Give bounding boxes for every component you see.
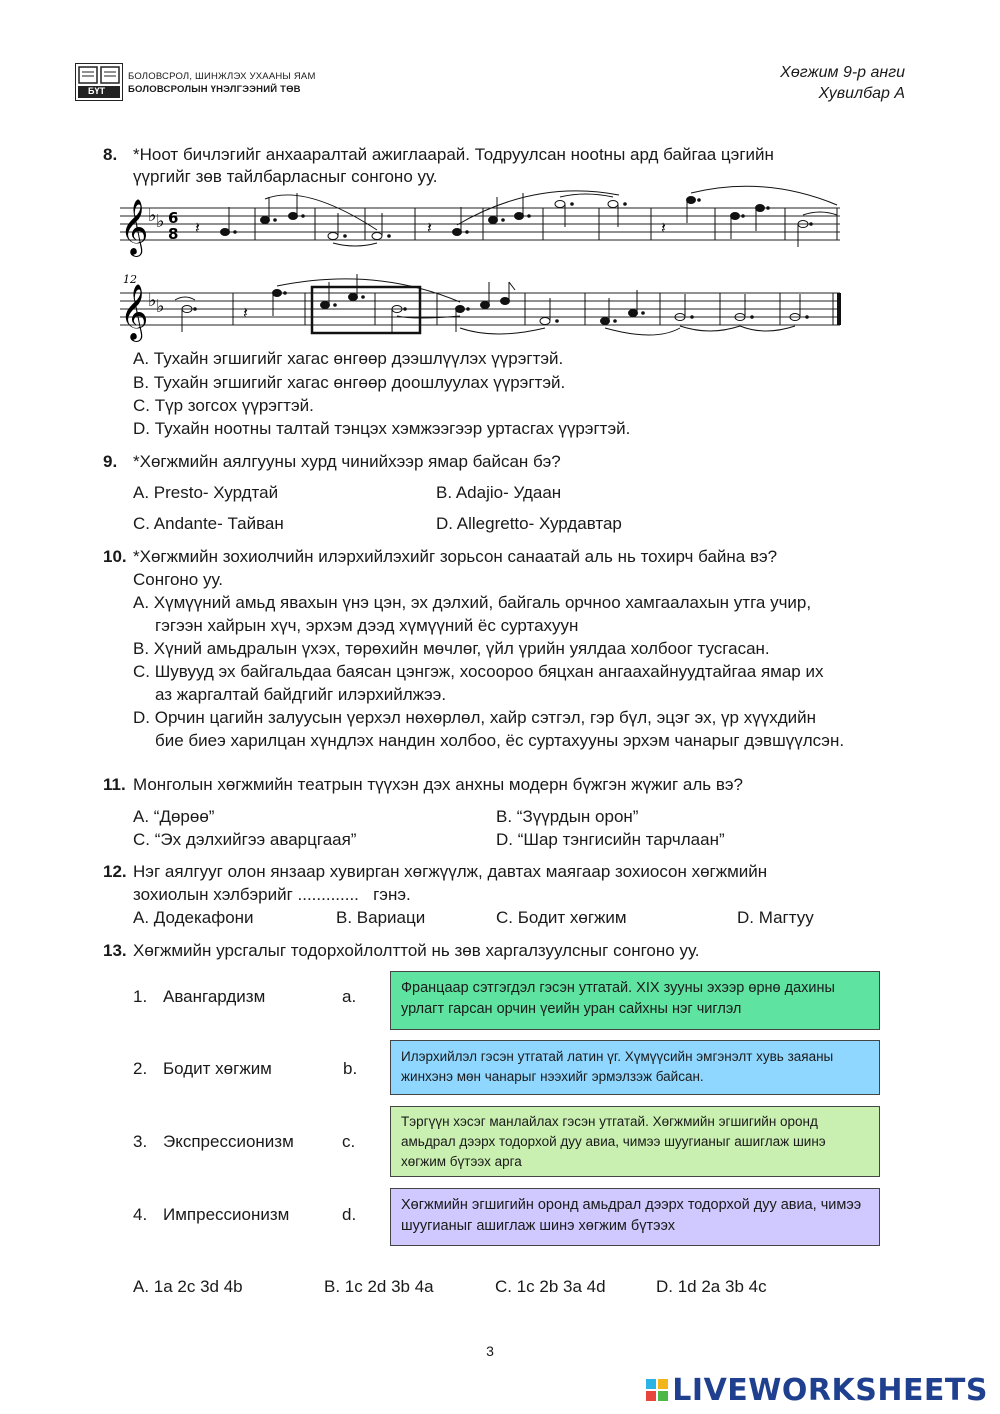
q10-text-line2: Сонгоно уу. <box>133 570 223 589</box>
q10-option-c[interactable]: C. Шувууд эх байгальдаа баясан цэнгэж, хосоороо бяцхан ангаахайнуудтайгаа ямар их <box>133 662 824 681</box>
q9-option-b[interactable]: B. Adajio- Удаан <box>436 483 562 502</box>
q12-option-d[interactable]: D. Магтуу <box>737 908 814 927</box>
q13-item-3-label: Экспрессионизм <box>163 1132 294 1151</box>
q13-option-b[interactable]: B. 1c 2d 3b 4a <box>324 1277 434 1296</box>
q8-text-line2: үүргийг зөв тайлбарласныг сонгоно уу. <box>133 167 438 186</box>
flat-icon: ♭ <box>148 205 157 226</box>
q10-option-b[interactable]: B. Хүний амьдралын үхэх, төрөхийн мөчлөг, үйл үрийн уялдаа холбоог тусгасан. <box>133 639 770 658</box>
q13-definition-c-text: Тэргүүн хэсэг манлайлах гэсэн утгатай. Хөгжмийн эгшигийн оронд амьдрал дээрх тодорхой дуу авиа, чимээ шуугианыг ашиглаж шинэ хөгжим бүтээх арга <box>401 1114 826 1169</box>
org-name-line2: БОЛОВСРОЛЫН ҮНЭЛГЭЭНИЙ ТӨВ <box>128 84 301 95</box>
q10-option-d[interactable]: D. Орчин цагийн залуусын үерхэл нөхөрлөл, хайр сэтгэл, гэр бүл, эцэг эх, үр хүүхдийн <box>133 708 817 727</box>
q11-option-a[interactable]: A. “Дөрөө” <box>133 807 215 826</box>
q13-item-1-letter: a. <box>342 987 357 1006</box>
liveworksheets-logo-icon <box>646 1379 668 1401</box>
q12-option-b[interactable]: B. Вариаци <box>336 908 426 927</box>
treble-clef-icon: 𝄞 <box>120 199 149 255</box>
q13-item-3-num: 3. <box>133 1132 148 1151</box>
q10-option-a-cont: гэгээн хайрын хүч, эрхэм дээд хүмүүний ёс суртахуун <box>155 616 579 635</box>
liveworksheets-brand-text: LIVEWORKSHEETS <box>672 1373 988 1408</box>
q13-definition-a <box>390 971 880 1030</box>
q12-text-line1: Нэг аялгууг олон янзаар хувирган хөгжүүлж, давтах маягаар зохиосон хөгжмийн <box>133 862 768 881</box>
q13-item-2-num: 2. <box>133 1059 148 1078</box>
q10-number: 10. <box>103 547 127 566</box>
q11-text: Монголын хөгжмийн театрын түүхэн дэх анхны модерн бүжгэн жүжиг аль вэ? <box>133 775 744 794</box>
svg-text:𝄽: 𝄽 <box>195 220 200 237</box>
q11-number: 11. <box>103 775 126 794</box>
q13-definition-d-text: Хөгжмийн эгшигийн оронд амьдрал дээрх тодорхой дуу авиа, чимээ шуугианыг ашиглаж шинэ хөгжим бүтээх <box>401 1197 862 1234</box>
q13-item-4-label: Импрессионизм <box>163 1205 290 1224</box>
q13-definition-b-text: Илэрхийлэл гэсэн утгатай латин үг. Хүмүүсийн эмгэнэлт хувь заяаны жинхэнэ мөн чанарыг нээхийг эрмэлзэж байсан. <box>401 1049 834 1084</box>
measure-number: 12 <box>123 273 137 286</box>
flat-icon: ♭ <box>148 290 157 311</box>
q8-text-line1: *Ноот бичлэгийг анхааралтай ажиглаарай. Тодруулсан нootны ард байгаа цэгийн <box>133 145 774 164</box>
q11-option-d[interactable]: D. “Шар тэнгисийн тарчлаан” <box>496 830 725 849</box>
header-subject: Хөгжим 9-р анги <box>780 64 905 81</box>
q12-option-c[interactable]: C. Бодит хөгжим <box>496 908 627 927</box>
q13-item-2-label: Бодит хөгжим <box>163 1059 272 1078</box>
logo-text: БҮТ <box>88 86 105 96</box>
q12-text-line2: зохиолын хэлбэрийг ............. гэнэ. <box>133 885 411 904</box>
flat-icon: ♭ <box>156 211 165 232</box>
svg-text:𝄽: 𝄽 <box>661 220 666 237</box>
q13-option-a[interactable]: A. 1a 2c 3d 4b <box>133 1277 243 1296</box>
q10-option-d-cont: бие биеэ харилцан хүндлэх нандин холбоо, ёс суртахууны эрхэм чанарыг дэвшүүлсэн. <box>155 731 845 750</box>
q13-definition-a-text: Францаар сэтгэгдэл гэсэн утгатай. XIX зууны эхээр өрнө дахины урлагт гарсан орчин үеийн уран сайхны нэг чиглэл <box>401 980 835 1017</box>
treble-clef-icon: 𝄞 <box>120 284 149 340</box>
q13-option-c[interactable]: C. 1c 2b 3a 4d <box>495 1277 606 1296</box>
q13-item-2-letter: b. <box>343 1059 358 1078</box>
q13-item-4-letter: d. <box>342 1205 357 1224</box>
q8-number: 8. <box>103 145 118 164</box>
q10-option-a[interactable]: A. Хүмүүний амьд явахын үнэ цэн, эх дэлхий, байгаль орчноо хамгаалахын утга учир, <box>133 593 812 612</box>
q9-option-d[interactable]: D. Allegretto- Хурдавтар <box>436 514 622 533</box>
q13-number: 13. <box>103 941 127 960</box>
q13-item-3-letter: c. <box>342 1132 356 1151</box>
q13-item-1-label: Авангардизм <box>163 987 266 1006</box>
notes-staff-2 <box>182 274 841 332</box>
notes-staff-1 <box>195 193 837 247</box>
q8-option-a[interactable]: A. Тухайн эгшигийг хагас өнгөөр дээшлүүлэх үүрэгтэй. <box>133 349 564 368</box>
music-staff-1 <box>115 185 845 260</box>
q11-option-b[interactable]: B. “Зүүрдын орон” <box>496 807 639 826</box>
q13-definition-c <box>390 1106 880 1177</box>
q12-number: 12. <box>103 862 127 881</box>
q8-option-c[interactable]: C. Түр зогсох үүрэгтэй. <box>133 396 314 415</box>
svg-text:𝄽: 𝄽 <box>427 220 432 237</box>
staff-lines-2 <box>120 293 840 325</box>
q13-definition-b <box>390 1040 880 1095</box>
q10-text-line1: *Хөгжмийн зохиолчийн илэрхийлэхийг зорьсон санаатай аль нь тохирч байна вэ? <box>133 547 778 566</box>
q9-option-c[interactable]: C. Andante- Тайван <box>133 514 284 533</box>
q11-option-c[interactable]: C. “Эх дэлхийгээ аварцгаая” <box>133 830 357 849</box>
header-variant: Хувилбар А <box>818 85 905 102</box>
flat-icon: ♭ <box>156 296 165 317</box>
time-sig-top: 6 <box>168 209 179 227</box>
q13-text: Хөгжмийн урсгалыг тодорхойлолттой нь зөв харгалзуулсныг сонгоно уу. <box>133 941 700 960</box>
ministry-logo <box>75 63 123 101</box>
q9-number: 9. <box>103 452 118 471</box>
svg-text:𝄽: 𝄽 <box>243 305 248 322</box>
time-sig-bottom: 8 <box>168 225 179 243</box>
q8-option-d[interactable]: D. Тухайн ноотны талтай тэнцэх хэмжээгээр уртасгах үүрэгтэй. <box>133 419 631 438</box>
q13-option-d[interactable]: D. 1d 2a 3b 4c <box>656 1277 767 1296</box>
q13-item-4-num: 4. <box>133 1205 148 1224</box>
q10-option-c-cont: аз жаргалтай байдгийг илэрхийлжээ. <box>155 685 447 704</box>
page-number: 3 <box>486 1343 494 1359</box>
org-name-line1: БОЛОВСРОЛ, ШИНЖЛЭХ УХААНЫ ЯАМ <box>128 71 316 82</box>
music-staff-2 <box>115 270 845 345</box>
q12-option-a[interactable]: A. Додекафони <box>133 908 254 927</box>
q13-definition-d <box>390 1188 880 1246</box>
q9-option-a[interactable]: A. Presto- Хурдтай <box>133 483 279 502</box>
q8-option-b[interactable]: B. Тухайн эгшигийг хагас өнгөөр доошлуулах үүрэгтэй. <box>133 373 566 392</box>
liveworksheets-brand[interactable] <box>646 1373 988 1408</box>
q13-item-1-num: 1. <box>133 987 148 1006</box>
q9-text: *Хөгжмийн аялгууны хурд чинийхээр ямар байсан бэ? <box>133 452 561 471</box>
